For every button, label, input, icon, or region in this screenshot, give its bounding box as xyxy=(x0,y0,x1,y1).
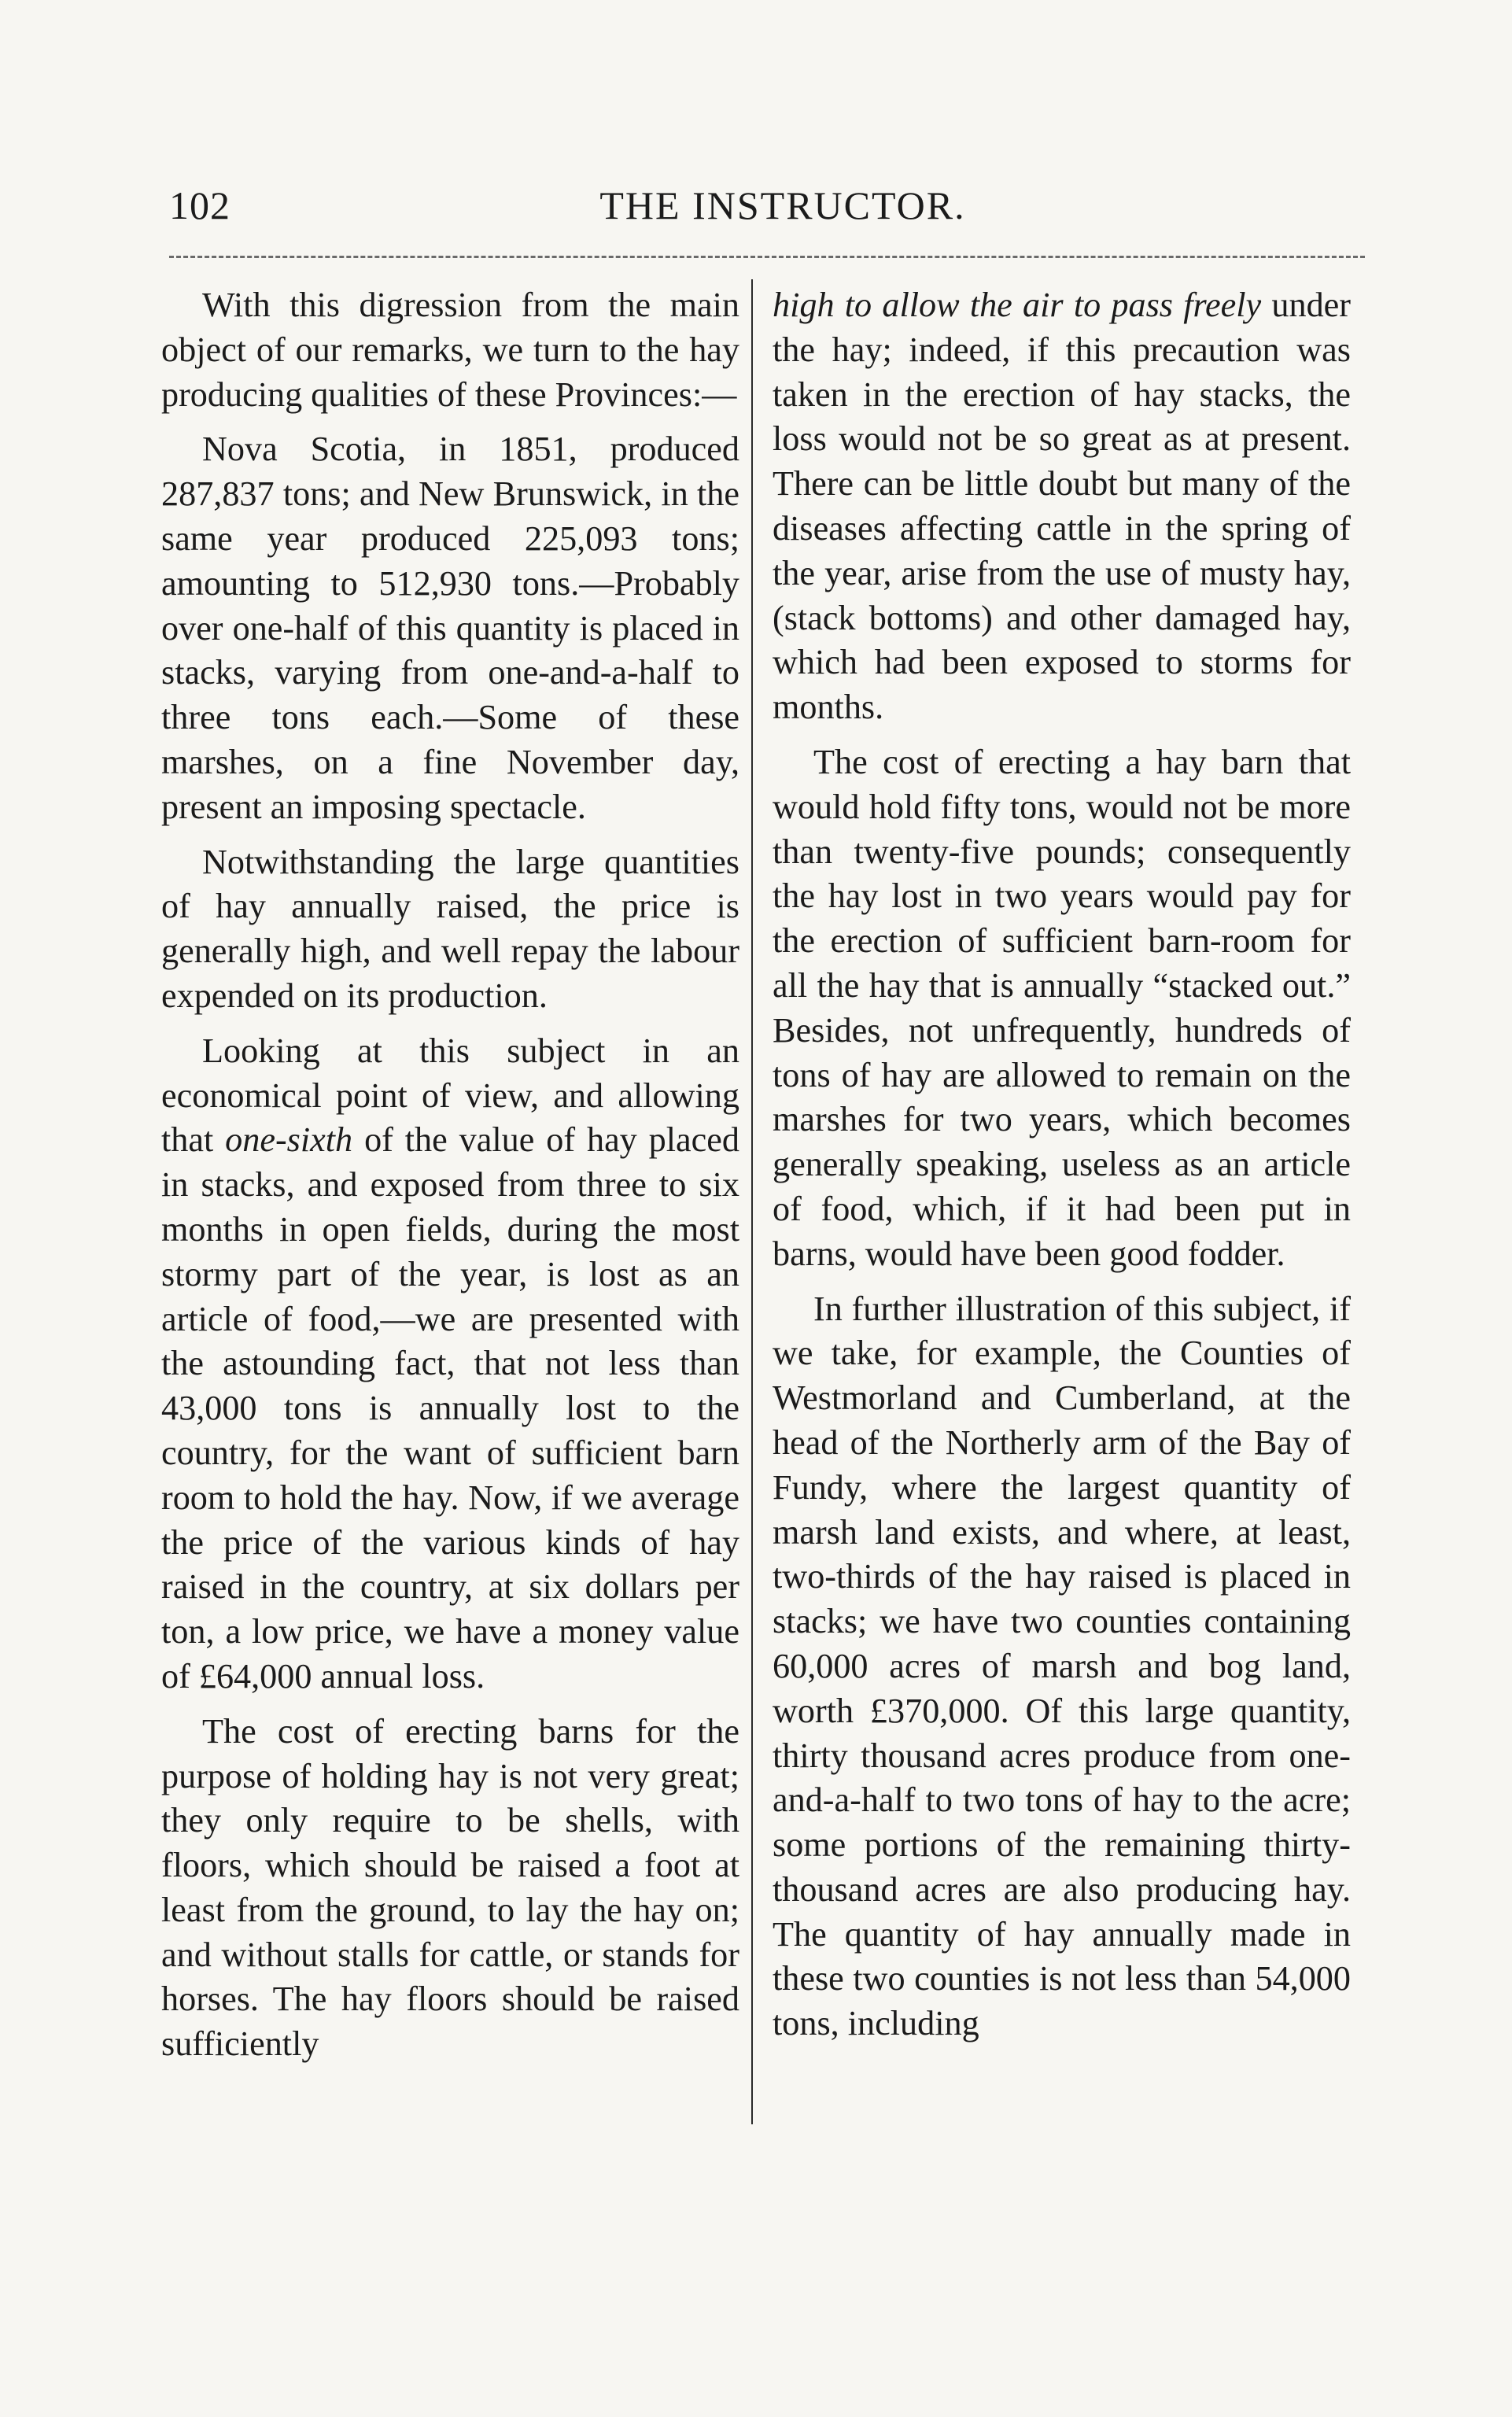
paragraph: The cost of erecting a hay barn that would hold fifty tons, would not be more than twenty-five pounds; consequently the hay lost in two years would pay for the erection of sufficient barn-room for all the hay that is annually “stacked out.” Besides, not unfrequently, hundreds of tons of hay are allowed to remain on the marshes for two years, which becomes generally speaking, useless as an article of food, which, if it had been put in barns, would have been good fodder. xyxy=(773,742,1351,1273)
paragraph xyxy=(773,283,1351,730)
left-column xyxy=(161,283,739,2067)
paragraph: The cost of erecting barns for the purpose of holding hay is not very great; they only require to be shells, with floors, which should be raised a foot at least from the ground, to lay the hay on; and without stalls for cattle, or stands for horses. The hay floors should be raised sufficiently xyxy=(161,1711,739,2064)
paragraph: In further illustration of this subject, if we take, for example, the Counties of Westmorland and Cumberland, at the head of the Northerly arm of the Bay of Fundy, where the largest quantity of marsh land exists, and where, at least, two-thirds of the hay raised is placed in stacks; we have two counties containing 60,000 acres of marsh and bog land, worth £370,000. Of this large quantity, thirty thousand acres produce from one-and-a-half to two tons of hay to the acre; some portions of the remaining thirty-thousand acres are also producing hay. The quantity of hay annually made in these two counties is not less than 54,000 tons, including xyxy=(773,1289,1351,2043)
running-title: THE INSTRUCTOR. xyxy=(599,183,966,227)
text-run: of the value of hay placed in stacks, and exposed from three to six months in open fields, during the most stormy part of the year, is lost as an article of food,—we are presented with the astounding fact, that not less than 43,000 tons is annually lost to the country, for the want of sufficient barn room to hold the hay. Now, if we average the price of the various kinds of hay raised in the country, at six dollars per ton, a low price, we have a money value of £64,000 annual loss. xyxy=(161,1120,739,1696)
paragraph xyxy=(161,1029,739,1699)
page-number: 102 xyxy=(169,183,230,227)
paragraph: With this digression from the main object of our remarks, we turn to the hay producing qualities of these Provinces:— xyxy=(161,286,739,414)
emphasis: high to allow the air to pass freely xyxy=(773,286,1262,324)
page-header xyxy=(169,183,1365,238)
header-rule xyxy=(169,256,1365,266)
paragraph: Notwithstanding the large quantities of hay annually raised, the price is generally high, and well repay the labour expended on its production. xyxy=(161,842,739,1015)
column-rule xyxy=(751,279,753,2124)
text-run: under the hay; indeed, if this precaution was taken in the erection of hay stacks, the loss would not be so great as at present. There can be little doubt but many of the diseases affecting cattle in the spring of the year, arise from the use of musty hay, (stack bottoms) and other damaged hay, which had been exposed to storms for months. xyxy=(773,286,1352,727)
emphasis: one-sixth xyxy=(225,1120,353,1160)
paragraph: Nova Scotia, in 1851, produced 287,837 tons; and New Brunswick, in the same year produced 225,093 tons; amounting to 512,930 tons.—Probably over one-half of this quantity is placed in stacks, varying from one-and-a-half to three tons each.—Some of these marshes, on a fine November day, present an imposing spectacle. xyxy=(161,430,739,826)
text-run: Looking at this subject in an economical point of view, and allowing that xyxy=(161,1031,739,1160)
right-column xyxy=(773,283,1351,2046)
